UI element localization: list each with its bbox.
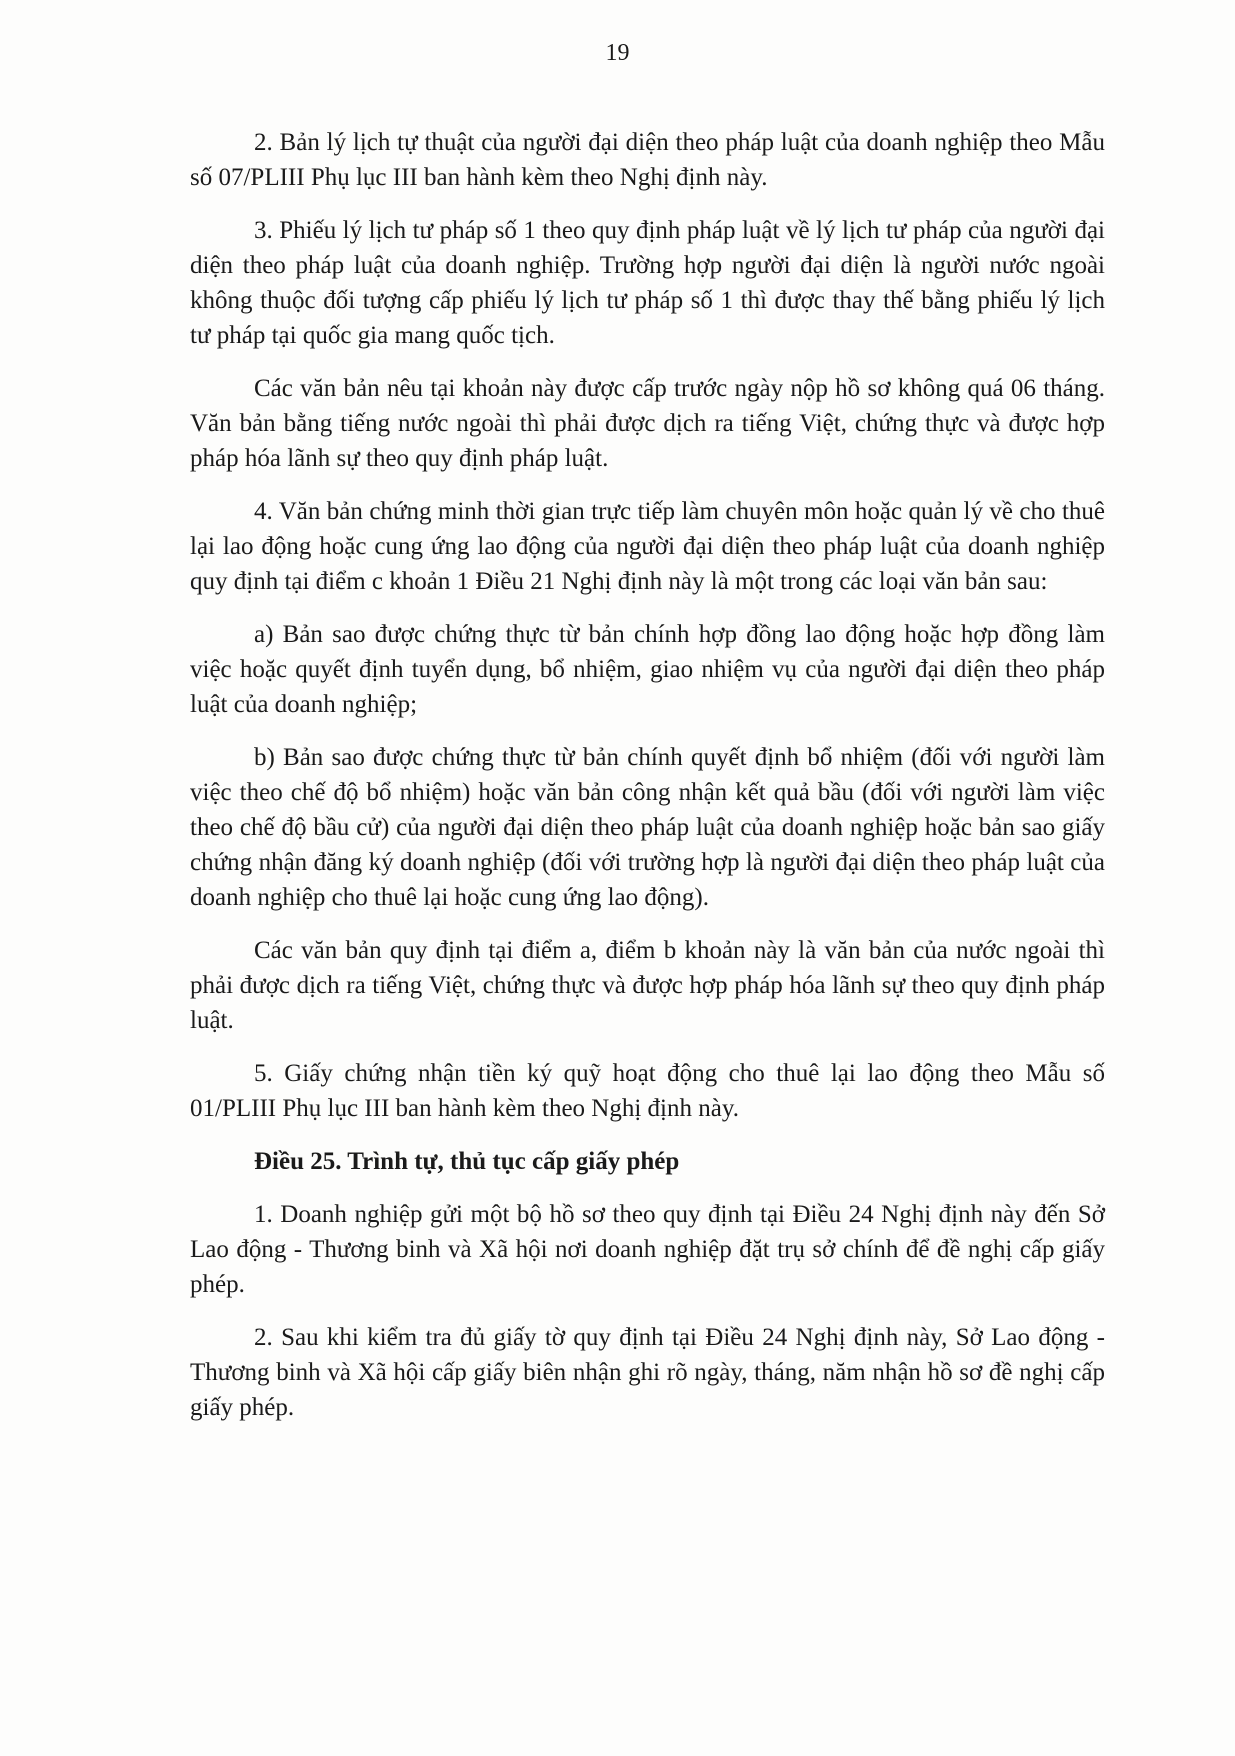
paragraph-item-4b: b) Bản sao được chứng thực từ bản chính quyết định bổ nhiệm (đối với người làm việc theo chế độ bổ nhiệm) hoặc văn bản công nhận kết quả bầu (đối với người làm việc theo chế độ bầu cử) của người đại diện theo pháp luật của doanh nghiệp hoặc bản sao giấy chứng nhận đăng ký doanh nghiệp (đối với trường hợp là người đại diện theo pháp luật của doanh nghiệp cho thuê lại hoặc cung ứng lao động). bbox=[190, 744, 1105, 911]
paragraph-note-foreign-docs: Các văn bản quy định tại điểm a, điểm b khoản này là văn bản của nước ngoài thì phải được dịch ra tiếng Việt, chứng thực và được hợp pháp hóa lãnh sự theo quy định pháp luật. bbox=[190, 937, 1105, 1034]
paragraph-item-2: 2. Bản lý lịch tự thuật của người đại diện theo pháp luật của doanh nghiệp theo Mẫu số 07/PLIII Phụ lục III ban hành kèm theo Nghị định này. bbox=[190, 129, 1105, 191]
paragraph-item-3: 3. Phiếu lý lịch tư pháp số 1 theo quy định pháp luật về lý lịch tư pháp của người đại diện theo pháp luật của doanh nghiệp. Trường hợp người đại diện là người nước ngoài không thuộc đối tượng cấp phiếu lý lịch tư pháp số 1 thì được thay thế bằng phiếu lý lịch tư pháp tại quốc gia mang quốc tịch. bbox=[190, 217, 1105, 349]
document-body bbox=[190, 125, 1105, 1443]
article-heading: Điều 25. Trình tự, thủ tục cấp giấy phép bbox=[254, 1148, 680, 1175]
paragraph-item-4a: a) Bản sao được chứng thực từ bản chính hợp đồng lao động hoặc hợp đồng làm việc hoặc quyết định tuyển dụng, bổ nhiệm, giao nhiệm vụ của người đại diện theo pháp luật của doanh nghiệp; bbox=[190, 621, 1105, 718]
paragraph-item-5: 5. Giấy chứng nhận tiền ký quỹ hoạt động cho thuê lại lao động theo Mẫu số 01/PLIII Phụ lục III ban hành kèm theo Nghị định này. bbox=[190, 1060, 1105, 1122]
article-paragraph-2: 2. Sau khi kiểm tra đủ giấy tờ quy định tại Điều 24 Nghị định này, Sở Lao động - Thương binh và Xã hội cấp giấy biên nhận ghi rõ ngày, tháng, năm nhận hồ sơ đề nghị cấp giấy phép. bbox=[190, 1324, 1105, 1421]
page-number: 19 bbox=[605, 40, 630, 66]
paragraph-note-validity: Các văn bản nêu tại khoản này được cấp trước ngày nộp hồ sơ không quá 06 tháng. Văn bản bằng tiếng nước ngoài thì phải được dịch ra tiếng Việt, chứng thực và được hợp pháp hóa lãnh sự theo quy định pháp luật. bbox=[190, 375, 1105, 472]
paragraph-item-4: 4. Văn bản chứng minh thời gian trực tiếp làm chuyên môn hoặc quản lý về cho thuê lại lao động hoặc cung ứng lao động của người đại diện theo pháp luật của doanh nghiệp quy định tại điểm c khoản 1 Điều 21 Nghị định này là một trong các loại văn bản sau: bbox=[190, 498, 1105, 595]
article-paragraph-1: 1. Doanh nghiệp gửi một bộ hồ sơ theo quy định tại Điều 24 Nghị định này đến Sở Lao động - Thương binh và Xã hội nơi doanh nghiệp đặt trụ sở chính để đề nghị cấp giấy phép. bbox=[190, 1201, 1105, 1298]
